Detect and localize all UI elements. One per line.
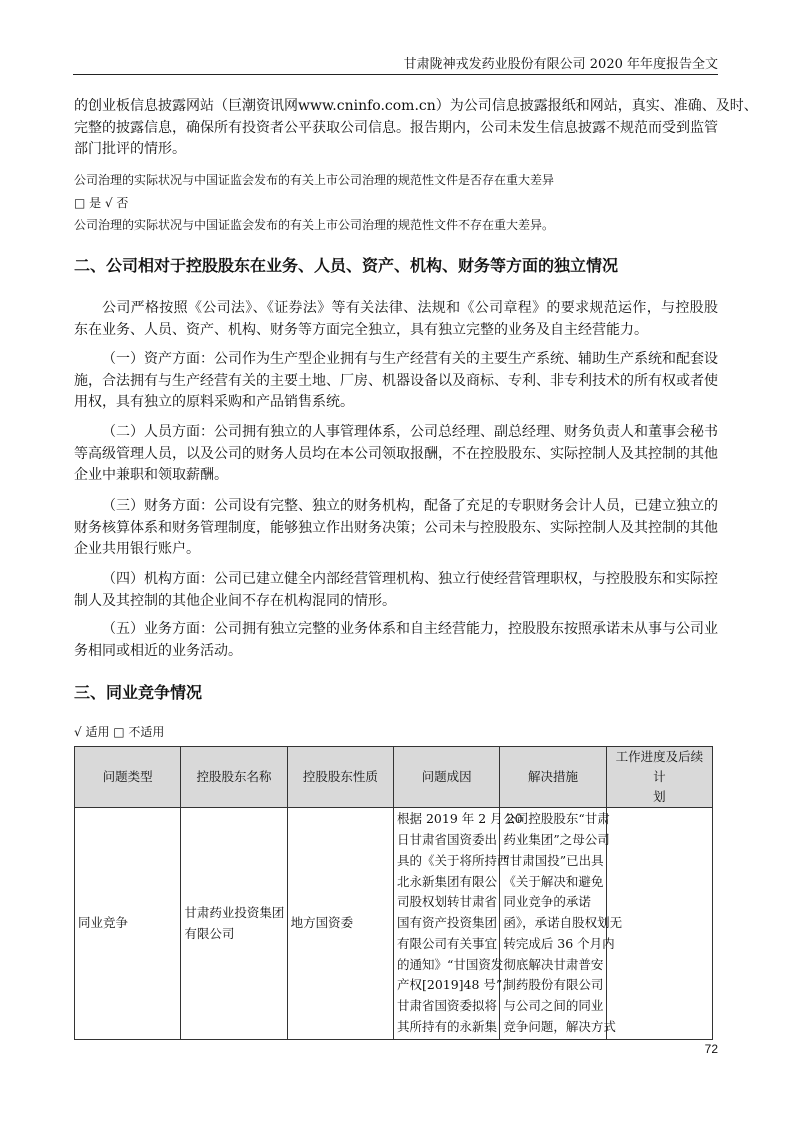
text-line: 完整的披露信息，确保所有投资者公平获取公司信息。报告期内，公司未发生信息披露不规范而受到监管 bbox=[74, 119, 718, 136]
independence-paragraph bbox=[74, 569, 718, 612]
cell-line: 的通知》“甘国资发 bbox=[396, 956, 504, 972]
cell-line: 甘肃省国资委拟将 bbox=[396, 998, 497, 1014]
text-line: 施，合法拥有与生产经营有关的主要土地、厂房、机器设备以及商标、专利、非专利技术的所有权或者使 bbox=[74, 372, 718, 389]
text-line: 企业中兼职和领取薪酬。 bbox=[74, 467, 228, 484]
cell-line: 药业集团”之母公司 bbox=[503, 831, 610, 847]
text-line: 东在业务、人员、资产、机构、财务等方面完全独立，具有独立完整的业务及自主经营能力。 bbox=[74, 321, 648, 338]
cell-line: 日甘肃省国资委出 bbox=[396, 831, 497, 847]
column-header: 问题成因 bbox=[393, 747, 499, 808]
table-row bbox=[75, 808, 713, 1040]
cell-line: 函》，承诺自股权划 bbox=[503, 915, 610, 931]
independence-paragraph bbox=[74, 298, 718, 341]
governance-question: 公司治理的实际状况与中国证监会发布的有关上市公司治理的规范性文件是否存在重大差异 bbox=[74, 173, 555, 187]
header-rule bbox=[73, 74, 718, 75]
cell-line: 同业竞争的承诺 bbox=[503, 894, 591, 910]
independence-paragraph bbox=[74, 496, 718, 561]
table-cell bbox=[75, 808, 181, 1040]
header-line: 划 bbox=[653, 789, 666, 804]
independence-paragraph bbox=[74, 619, 718, 662]
intro-paragraph bbox=[74, 96, 758, 161]
cell-line: 国有资产投资集团 bbox=[396, 915, 497, 931]
cell-line: 甘肃药业投资集团 bbox=[184, 904, 285, 920]
independence-paragraph bbox=[74, 349, 718, 414]
page-number: 72 bbox=[704, 1042, 718, 1056]
text-line: 用权，具有独立的原料采购和产品销售系统。 bbox=[74, 394, 354, 411]
governance-block bbox=[74, 169, 719, 237]
table-cell bbox=[606, 808, 712, 1040]
column-header: 控股股东性质 bbox=[287, 747, 393, 808]
governance-answer: 公司治理的实际状况与中国证监会发布的有关上市公司治理的规范性文件不存在重大差异。 bbox=[74, 218, 555, 232]
cell-line: 同业竞争 bbox=[78, 915, 129, 931]
cell-line: 有限公司有关事宜 bbox=[396, 935, 497, 951]
text-line: 财务核算体系和财务管理制度，能够独立作出财务决策；公司未与控股股东、实际控制人及其控制的其他 bbox=[74, 519, 718, 536]
section-heading-competition: 三、同业竞争情况 bbox=[74, 683, 203, 702]
text-line: 制人及其控制的其他企业间不存在机构混同的情形。 bbox=[74, 592, 396, 609]
header-line: 工作进度及后续计 bbox=[615, 749, 704, 784]
table-cell bbox=[287, 808, 393, 1040]
report-header: 甘肃陇神戎发药业股份有限公司 2020 年年度报告全文 bbox=[403, 57, 718, 72]
cell-line: 公司控股股东“甘肃 bbox=[503, 811, 610, 827]
cell-line: 地方国资委 bbox=[290, 915, 354, 931]
column-header: 问题类型 bbox=[75, 747, 181, 808]
text-line: 等高级管理人员，以及公司的财务人员均在本公司领取报酬，不在控股股东、实际控制人及其控制的其他 bbox=[74, 445, 718, 462]
table-cell bbox=[181, 808, 287, 1040]
governance-choice: □ 是 √ 否 bbox=[74, 195, 129, 210]
cell-line: 无 bbox=[609, 915, 623, 931]
cell-line: 产权[2019]48 号”， bbox=[396, 977, 515, 993]
cell-line: 制药股份有限公司 bbox=[503, 977, 604, 993]
text-line: （四）机构方面：公司已建立健全内部经营管理机构、独立行使经营管理职权，与控股股东和实际控 bbox=[102, 571, 718, 587]
text-line: 企业共用银行账户。 bbox=[74, 541, 200, 558]
column-header: 解决措施 bbox=[500, 747, 606, 808]
text-line: （一）资产方面：公司作为生产型企业拥有与生产经营有关的主要生产系统、辅助生产系统和配套设 bbox=[102, 351, 718, 367]
text-line: 的创业板信息披露网站（巨潮资讯网www.cninfo.com.cn）为公司信息披露报纸和网站，真实、准确、及时、 bbox=[74, 98, 758, 114]
cell-line: 北永新集团有限公 bbox=[396, 873, 497, 889]
cell-line: 根据 2019 年 2 月 20 bbox=[396, 811, 523, 827]
cell-line: 与公司之间的同业 bbox=[503, 998, 604, 1014]
table-cell bbox=[393, 808, 523, 1040]
cell-line: 《关于解决和避免 bbox=[503, 873, 604, 889]
competition-table bbox=[74, 746, 713, 1040]
cell-line: 竞争问题，解决方式 bbox=[503, 1019, 616, 1035]
text-line: 公司严格按照《公司法》、《证券法》等有关法律、法规和《公司章程》的要求规范运作，与控股股 bbox=[102, 300, 718, 316]
cell-line: 其所持有的永新集 bbox=[396, 1019, 497, 1035]
cell-line: 具的《关于将所持西 bbox=[396, 852, 510, 868]
table-cell bbox=[500, 808, 616, 1040]
text-line: （三）财务方面：公司设有完整、独立的财务机构，配备了充足的专职财务会计人员，已建立独立的 bbox=[102, 498, 718, 514]
cell-line: 有限公司 bbox=[184, 925, 235, 941]
cell-line: 司股权划转甘肃省 bbox=[396, 894, 497, 910]
cell-line: 转完成后 36 个月内 bbox=[503, 935, 615, 951]
text-line: 部门批评的情形。 bbox=[74, 141, 186, 158]
text-line: （二）人员方面：公司拥有独立的人事管理体系，公司总经理、副总经理、财务负责人和董事会秘书 bbox=[102, 424, 718, 440]
cell-line: “甘肃国投”已出具 bbox=[503, 852, 604, 868]
applicability-choice: √ 适用 □ 不适用 bbox=[74, 725, 165, 739]
column-header bbox=[606, 747, 712, 808]
text-line: 务相同或相近的业务活动。 bbox=[74, 642, 242, 659]
column-header: 控股股东名称 bbox=[181, 747, 287, 808]
table-header-row bbox=[75, 747, 713, 808]
text-line: （五）业务方面：公司拥有独立完整的业务体系和自主经营能力，控股股东按照承诺未从事与公司业 bbox=[102, 621, 718, 637]
independence-paragraph bbox=[74, 422, 718, 487]
cell-line: 彻底解决甘肃普安 bbox=[503, 956, 604, 972]
section-heading-independence: 二、公司相对于控股股东在业务、人员、资产、机构、财务等方面的独立情况 bbox=[74, 256, 619, 275]
